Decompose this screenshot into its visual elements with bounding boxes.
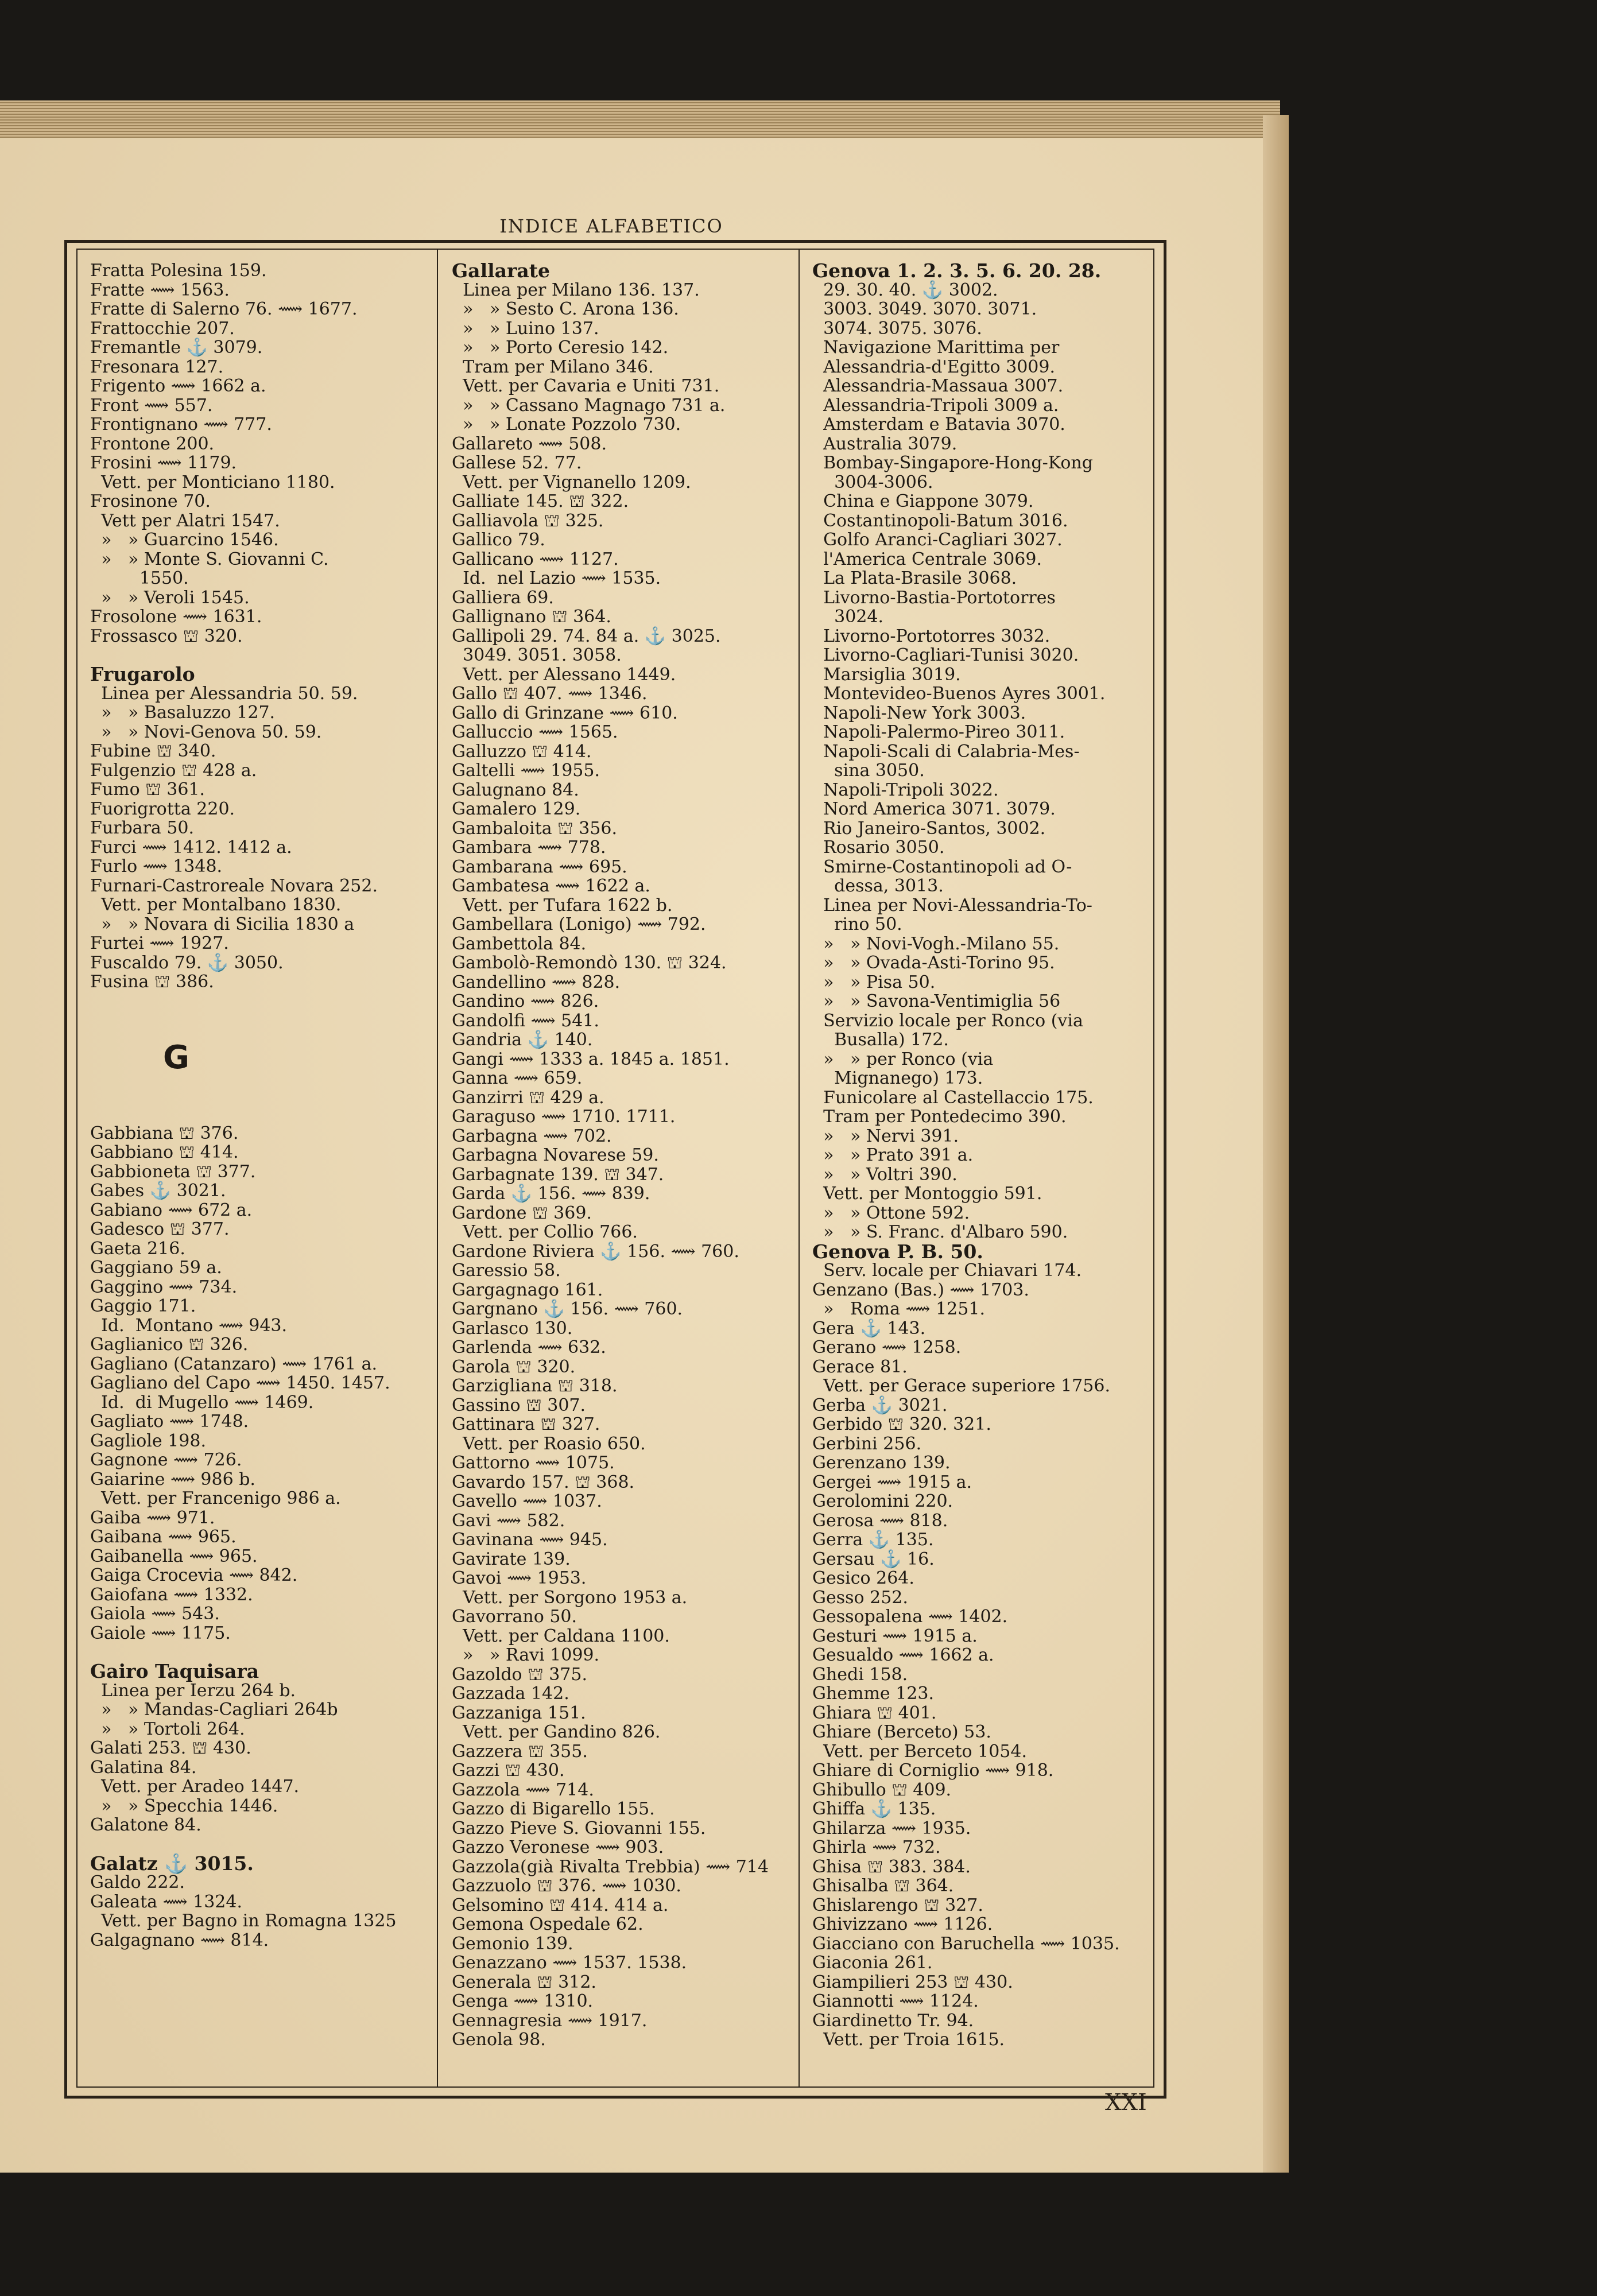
index-entry: 3003. 3049. 3070. 3071. xyxy=(812,299,1037,319)
index-entry: Vett. per Troia 1615. xyxy=(812,2030,1005,2050)
index-entry: Gaggino ⟿ 734. xyxy=(90,1277,238,1297)
index-entry: Gallo ⛫ 407. ⟿ 1346. xyxy=(452,684,648,704)
index-entry: Gattinara ⛫ 327. xyxy=(452,1414,600,1434)
index-entry: Ghemme 123. xyxy=(812,1684,935,1704)
index-entry: Gallo di Grinzane ⟿ 610. xyxy=(452,703,678,723)
index-entry: Gallipoli 29. 74. 84 a. ⚓ 3025. xyxy=(452,626,721,646)
index-entry: Gazzo Pieve S. Giovanni 155. xyxy=(452,1818,706,1839)
index-entry: Gersau ⚓ 16. xyxy=(812,1549,935,1569)
index-entry: Napoli-Scali di Calabria-Mes- xyxy=(812,741,1080,762)
index-entry: Garessio 58. xyxy=(452,1261,561,1281)
index-entry: Galugnano 84. xyxy=(452,779,579,800)
index-heading: Genova 1. 2. 3. 5. 6. 20. 28. xyxy=(812,259,1102,282)
index-entry: Gabbiana ⛫ 376. xyxy=(90,1123,239,1143)
index-entry: Gagliano (Catanzaro) ⟿ 1761 a. xyxy=(90,1353,378,1374)
index-frame xyxy=(64,240,1166,2099)
index-entry: Gaggiano 59 a. xyxy=(90,1258,222,1278)
index-heading: Genova P. B. 50. xyxy=(812,1240,983,1263)
index-entry: Linea per Alessandria 50. 59. xyxy=(90,683,358,704)
index-entry: Gemona Ospedale 62. xyxy=(452,1914,644,1934)
index-entry: Gemonio 139. xyxy=(452,1933,573,1954)
index-entry: dessa, 3013. xyxy=(812,876,944,896)
index-entry: Gazzola(già Rivalta Trebbia) ⟿ 714 xyxy=(452,1856,769,1877)
index-entry: Alessandria-Massaua 3007. xyxy=(812,376,1064,396)
index-entry: Galatina 84. xyxy=(90,1757,197,1778)
index-entry: Gavirate 139. xyxy=(452,1549,571,1569)
index-entry: Gaiba ⟿ 971. xyxy=(90,1507,215,1528)
index-entry: Gargnano ⚓ 156. ⟿ 760. xyxy=(452,1299,683,1319)
index-entry: Gerosa ⟿ 818. xyxy=(812,1510,948,1531)
index-entry: Vett. per Bagno in Romagna 1325 xyxy=(90,1911,397,1931)
index-entry: Frigento ⟿ 1662 a. xyxy=(90,376,266,396)
index-entry: » » Veroli 1545. xyxy=(90,587,250,608)
index-entry: Rio Janeiro-Santos, 3002. xyxy=(812,818,1046,839)
index-entry: Garda ⚓ 156. ⟿ 839. xyxy=(452,1184,650,1204)
index-entry: Serv. locale per Chiavari 174. xyxy=(812,1261,1082,1281)
index-entry: Ghiare di Corniglio ⟿ 918. xyxy=(812,1760,1054,1781)
index-entry: Gerra ⚓ 135. xyxy=(812,1530,934,1550)
index-entry: Gavorrano 50. xyxy=(452,1607,577,1627)
index-entry: Gandolfi ⟿ 541. xyxy=(452,1010,599,1031)
index-entry: Ghiffa ⚓ 135. xyxy=(812,1799,936,1819)
index-entry: Gagnone ⟿ 726. xyxy=(90,1450,242,1470)
index-entry: Frattocchie 207. xyxy=(90,318,235,339)
index-entry: Gaibanella ⟿ 965. xyxy=(90,1546,258,1566)
index-entry: Garlasco 130. xyxy=(452,1318,573,1339)
index-entry: » » Mandas-Cagliari 264b xyxy=(90,1700,338,1720)
index-entry: » » Novi-Vogh.-Milano 55. xyxy=(812,933,1060,954)
index-entry: Gesturi ⟿ 1915 a. xyxy=(812,1626,978,1646)
index-frame-inner xyxy=(76,249,1154,2088)
index-entry: » » Sesto C. Arona 136. xyxy=(452,299,679,319)
index-entry: » » Novi-Genova 50. 59. xyxy=(90,722,322,742)
index-entry: Gaiga Crocevia ⟿ 842. xyxy=(90,1565,298,1585)
index-entry: Vett. per Roasio 650. xyxy=(452,1433,646,1454)
index-entry: Galluccio ⟿ 1565. xyxy=(452,722,618,742)
index-entry: Ghilarza ⟿ 1935. xyxy=(812,1818,971,1839)
index-entry: Gambellara (Lonigo) ⟿ 792. xyxy=(452,914,706,934)
index-entry: Garbagna ⟿ 702. xyxy=(452,1126,612,1146)
index-entry: Frosini ⟿ 1179. xyxy=(90,453,237,473)
index-entry: Smirne-Costantinopoli ad O- xyxy=(812,856,1072,877)
index-entry: Vett. per Alessano 1449. xyxy=(452,664,676,685)
index-entry: Galeata ⟿ 1324. xyxy=(90,1891,242,1912)
index-entry: Gerolomini 220. xyxy=(812,1491,953,1511)
index-entry: Fratte ⟿ 1563. xyxy=(90,280,230,300)
index-entry: Gambara ⟿ 778. xyxy=(452,837,606,858)
index-entry: Galtelli ⟿ 1955. xyxy=(452,761,600,781)
index-entry: Gazzuolo ⛫ 376. ⟿ 1030. xyxy=(452,1876,681,1896)
index-entry: » » Novara di Sicilia 1830 a xyxy=(90,914,355,934)
index-entry: Galliavola ⛫ 325. xyxy=(452,510,604,531)
index-entry: » » Ovada-Asti-Torino 95. xyxy=(812,953,1055,973)
index-column-1 xyxy=(90,261,435,1950)
index-entry: Gaggio 171. xyxy=(90,1296,196,1316)
index-entry: Gamalero 129. xyxy=(452,799,581,819)
index-entry: Gaglianico ⛫ 326. xyxy=(90,1335,249,1355)
index-entry: Gagliato ⟿ 1748. xyxy=(90,1411,249,1432)
index-entry: Id. Montano ⟿ 943. xyxy=(90,1315,288,1336)
index-entry: Gerenzano 139. xyxy=(812,1453,951,1473)
index-entry: Gadesco ⛫ 377. xyxy=(90,1219,230,1239)
index-entry: Gandellino ⟿ 828. xyxy=(452,972,621,992)
index-entry: Fumo ⛫ 361. xyxy=(90,779,206,800)
index-entry: Australia 3079. xyxy=(812,433,958,454)
index-entry: Bombay-Singapore-Hong-Kong xyxy=(812,453,1093,473)
index-entry: Costantinopoli-Batum 3016. xyxy=(812,510,1068,531)
index-entry: sina 3050. xyxy=(812,761,925,781)
index-entry: Fulgenzio ⛫ 428 a. xyxy=(90,760,257,781)
index-column-3 xyxy=(812,261,1157,2050)
index-entry: Genga ⟿ 1310. xyxy=(452,1991,594,2011)
index-entry: Galdo 222. xyxy=(90,1872,185,1892)
index-entry: Furbara 50. xyxy=(90,818,195,838)
index-entry: China e Giappone 3079. xyxy=(812,491,1034,511)
index-entry: Nord America 3071. 3079. xyxy=(812,799,1056,819)
index-entry: Marsiglia 3019. xyxy=(812,664,961,685)
index-entry: Gaeta 216. xyxy=(90,1238,185,1259)
index-entry: Gambettola 84. xyxy=(452,933,587,954)
index-entry: Giacciano con Baruchella ⟿ 1035. xyxy=(812,1933,1120,1954)
index-entry: Gazoldo ⛫ 375. xyxy=(452,1664,588,1685)
index-entry: Mignanego) 173. xyxy=(812,1068,983,1088)
index-spacer xyxy=(90,646,435,665)
index-entry: Linea per Milano 136. 137. xyxy=(452,280,700,300)
index-entry: Gardone Riviera ⚓ 156. ⟿ 760. xyxy=(452,1241,739,1262)
index-entry: Gaiole ⟿ 1175. xyxy=(90,1623,231,1643)
index-entry: » » Pisa 50. xyxy=(812,972,936,992)
index-entry: 29. 30. 40. ⚓ 3002. xyxy=(812,280,998,300)
index-entry: Linea per Ierzu 264 b. xyxy=(90,1680,296,1701)
index-entry: Genzano (Bas.) ⟿ 1703. xyxy=(812,1279,1029,1300)
index-entry: Furtei ⟿ 1927. xyxy=(90,933,229,953)
index-entry: Vett. per Monticiano 1180. xyxy=(90,472,335,492)
index-entry: Gallignano ⛫ 364. xyxy=(452,607,611,627)
index-entry: Vett. per Aradeo 1447. xyxy=(90,1777,300,1797)
index-entry: Fuorigrotta 220. xyxy=(90,798,235,819)
index-entry: 3049. 3051. 3058. xyxy=(452,645,622,665)
index-entry: Ganzirri ⛫ 429 a. xyxy=(452,1087,604,1108)
index-entry: Fuscaldo 79. ⚓ 3050. xyxy=(90,952,284,973)
index-entry: » » Porto Ceresio 142. xyxy=(452,338,669,358)
index-entry: Vett. per Tufara 1622 b. xyxy=(452,895,673,916)
index-entry: Galati 253. ⛫ 430. xyxy=(90,1738,251,1758)
index-entry: Gavinana ⟿ 945. xyxy=(452,1530,608,1550)
index-entry: Navigazione Marittima per xyxy=(812,338,1060,358)
index-entry: Ghiare (Berceto) 53. xyxy=(812,1722,991,1742)
index-entry: » » Ravi 1099. xyxy=(452,1645,600,1665)
index-entry: Gera ⚓ 143. xyxy=(812,1318,926,1339)
page-number: XXI xyxy=(1105,2089,1147,2116)
index-entry: Gagliano del Capo ⟿ 1450. 1457. xyxy=(90,1373,390,1393)
index-entry: » » S. Franc. d'Albaro 590. xyxy=(812,1222,1068,1242)
index-entry: Furci ⟿ 1412. 1412 a. xyxy=(90,837,292,858)
index-entry: 3004-3006. xyxy=(812,472,933,492)
index-entry: Galliera 69. xyxy=(452,587,554,608)
index-entry: Gaibana ⟿ 965. xyxy=(90,1527,237,1547)
index-entry: Gesico 264. xyxy=(812,1568,914,1588)
index-entry: Giardinetto Tr. 94. xyxy=(812,2010,974,2031)
index-entry: » » per Ronco (via xyxy=(812,1049,994,1069)
index-entry: Gaiarine ⟿ 986 b. xyxy=(90,1469,255,1490)
index-heading: Gallarate xyxy=(452,259,551,282)
index-entry: Vett. per Caldana 1100. xyxy=(452,1626,670,1646)
index-entry: Gavardo 157. ⛫ 368. xyxy=(452,1472,635,1492)
index-entry: Montevideo-Buenos Ayres 3001. xyxy=(812,684,1106,704)
index-entry: Vett. per Sorgono 1953 a. xyxy=(452,1587,688,1608)
index-entry: Funicolare al Castellaccio 175. xyxy=(812,1087,1094,1108)
index-entry: Ghisalba ⛫ 364. xyxy=(812,1876,954,1896)
index-entry: » » Monte S. Giovanni C. xyxy=(90,549,329,569)
index-entry: » » Lonate Pozzolo 730. xyxy=(452,414,681,435)
index-entry: Vett. per Berceto 1054. xyxy=(812,1741,1027,1762)
index-entry: Busalla) 172. xyxy=(812,1030,949,1050)
index-entry: Galgagnano ⟿ 814. xyxy=(90,1930,269,1950)
index-entry: Golfo Aranci-Cagliari 3027. xyxy=(812,530,1063,550)
column-divider-1 xyxy=(437,250,438,2086)
index-entry: Vett. per Gerace superiore 1756. xyxy=(812,1376,1110,1396)
index-entry: Vett. per Montoggio 591. xyxy=(812,1184,1042,1204)
index-entry: Garbagnate 139. ⛫ 347. xyxy=(452,1164,664,1185)
index-entry: Giaconia 261. xyxy=(812,1953,933,1973)
index-entry: Fratte di Salerno 76. ⟿ 1677. xyxy=(90,299,358,319)
index-entry: Napoli-Palermo-Pireo 3011. xyxy=(812,722,1065,742)
index-entry: La Plata-Brasile 3068. xyxy=(812,568,1017,588)
index-entry: Genazzano ⟿ 1537. 1538. xyxy=(452,1953,687,1973)
index-entry: Tram per Pontedecimo 390. xyxy=(812,1107,1067,1127)
index-entry: Fratta Polesina 159. xyxy=(90,261,267,281)
index-entry: Frontignano ⟿ 777. xyxy=(90,414,272,435)
index-entry: Gennagresia ⟿ 1917. xyxy=(452,2010,648,2031)
index-heading: Gairo Taquisara xyxy=(90,1660,259,1682)
index-entry: » » Tortoli 264. xyxy=(90,1719,245,1739)
index-entry: Gavello ⟿ 1037. xyxy=(452,1491,602,1511)
index-entry: Gerbido ⛫ 320. 321. xyxy=(812,1414,991,1434)
column-divider-2 xyxy=(798,250,800,2086)
index-entry: Id. nel Lazio ⟿ 1535. xyxy=(452,568,661,588)
index-entry: Gandria ⚓ 140. xyxy=(452,1030,593,1050)
index-spacer xyxy=(90,1643,435,1662)
index-entry: Garbagna Novarese 59. xyxy=(452,1145,659,1165)
index-entry: 3024. xyxy=(812,607,884,627)
index-entry: Napoli-New York 3003. xyxy=(812,703,1026,723)
index-entry: Vett per Alatri 1547. xyxy=(90,510,280,531)
page-edge-shadow xyxy=(1263,115,1289,2173)
index-entry: Gagliole 198. xyxy=(90,1430,206,1451)
index-entry: Frontone 200. xyxy=(90,433,215,454)
index-entry: Ghisa ⛫ 383. 384. xyxy=(812,1856,971,1877)
index-entry: Gazzi ⛫ 430. xyxy=(452,1760,565,1781)
index-spacer xyxy=(90,1835,435,1854)
index-heading: Galatz ⚓ 3015. xyxy=(90,1852,254,1875)
index-entry: Gambatesa ⟿ 1622 a. xyxy=(452,876,650,896)
index-entry: l'America Centrale 3069. xyxy=(812,549,1042,569)
index-entry: Ghirla ⟿ 732. xyxy=(812,1837,941,1857)
index-entry: Alessandria-d'Egitto 3009. xyxy=(812,356,1055,377)
index-entry: Galatone 84. xyxy=(90,1815,201,1835)
index-entry: Gabiano ⟿ 672 a. xyxy=(90,1200,253,1220)
index-entry: Galluzzo ⛫ 414. xyxy=(452,741,592,762)
index-entry: Gazzada 142. xyxy=(452,1684,569,1704)
index-entry: Galliate 145. ⛫ 322. xyxy=(452,491,629,511)
index-entry: Vett. per Collio 766. xyxy=(452,1222,638,1242)
index-entry: Gabbiano ⛫ 414. xyxy=(90,1142,239,1162)
index-entry: Garzigliana ⛫ 318. xyxy=(452,1376,618,1396)
index-entry: Ghibullo ⛫ 409. xyxy=(812,1779,952,1800)
index-entry: » » Nervi 391. xyxy=(812,1126,959,1146)
index-entry: Garola ⛫ 320. xyxy=(452,1356,576,1377)
index-entry: Gabbioneta ⛫ 377. xyxy=(90,1161,256,1182)
index-entry: Gavi ⟿ 582. xyxy=(452,1510,565,1531)
index-entry: Garlenda ⟿ 632. xyxy=(452,1337,606,1358)
index-entry: Frosinone 70. xyxy=(90,491,211,511)
index-entry: Livorno-Portotorres 3032. xyxy=(812,626,1051,646)
index-entry: Vett. per Vignanello 1209. xyxy=(452,472,691,492)
index-entry: Ghivizzano ⟿ 1126. xyxy=(812,1914,993,1934)
index-entry: » » Specchia 1446. xyxy=(90,1795,278,1816)
index-entry: Gazzaniga 151. xyxy=(452,1702,586,1723)
index-entry: Furnari-Castroreale Novara 252. xyxy=(90,875,378,896)
index-entry: Gelsomino ⛫ 414. 414 a. xyxy=(452,1895,669,1915)
index-entry: » » Luino 137. xyxy=(452,318,599,339)
index-entry: » » Cassano Magnago 731 a. xyxy=(452,395,726,416)
index-entry: Gallareto ⟿ 508. xyxy=(452,433,607,454)
index-entry: Gesso 252. xyxy=(812,1587,908,1608)
index-entry: Gallico 79. xyxy=(452,530,545,550)
index-entry: Gargagnago 161. xyxy=(452,1279,603,1300)
index-entry: Gambolò-Remondò 130. ⛫ 324. xyxy=(452,953,727,973)
index-entry: Garaguso ⟿ 1710. 1711. xyxy=(452,1107,676,1127)
index-entry: Ganna ⟿ 659. xyxy=(452,1068,583,1088)
index-entry: Gambaloita ⛫ 356. xyxy=(452,818,618,839)
index-entry: Gerba ⚓ 3021. xyxy=(812,1395,948,1415)
index-entry: Ghiara ⛫ 401. xyxy=(812,1702,937,1723)
index-entry: Gergei ⟿ 1915 a. xyxy=(812,1472,972,1492)
index-entry: Rosario 3050. xyxy=(812,837,945,858)
index-entry: Fremantle ⚓ 3079. xyxy=(90,338,263,358)
index-entry: Alessandria-Tripoli 3009 a. xyxy=(812,395,1059,416)
index-entry: » Roma ⟿ 1251. xyxy=(812,1299,985,1319)
index-entry: Giampilieri 253 ⛫ 430. xyxy=(812,1972,1013,1992)
index-entry: Gerbini 256. xyxy=(812,1433,922,1454)
index-entry: rino 50. xyxy=(812,914,902,934)
index-entry: Fusina ⛫ 386. xyxy=(90,972,214,992)
index-entry: Vett. per Montalbano 1830. xyxy=(90,895,342,915)
section-letter: G xyxy=(163,1038,189,1076)
index-entry: Gerace 81. xyxy=(812,1356,908,1377)
index-entry: » » Prato 391 a. xyxy=(812,1145,974,1165)
index-entry: Gazzo di Bigarello 155. xyxy=(452,1799,655,1819)
index-entry: Vett. per Cavaria e Uniti 731. xyxy=(452,376,720,396)
index-entry: Gerano ⟿ 1258. xyxy=(812,1337,962,1358)
index-entry: Gardone ⛫ 369. xyxy=(452,1203,592,1223)
index-entry: Ghedi 158. xyxy=(812,1664,908,1685)
index-entry: Gavoi ⟿ 1953. xyxy=(452,1568,587,1588)
index-entry: » » Voltri 390. xyxy=(812,1164,958,1185)
index-entry: Front ⟿ 557. xyxy=(90,395,213,416)
index-entry: Gaiola ⟿ 543. xyxy=(90,1604,220,1624)
index-entry: » » Guarcino 1546. xyxy=(90,530,279,550)
index-entry: Genola 98. xyxy=(452,2030,546,2050)
index-entry: Gassino ⛫ 307. xyxy=(452,1395,586,1415)
index-entry: Furlo ⟿ 1348. xyxy=(90,856,223,876)
index-entry: Vett. per Francenigo 986 a. xyxy=(90,1488,341,1508)
index-entry: Frosolone ⟿ 1631. xyxy=(90,607,262,627)
index-entry: Gallese 52. 77. xyxy=(452,453,582,473)
index-entry: Livorno-Cagliari-Tunisi 3020. xyxy=(812,645,1079,665)
index-entry: Generala ⛫ 312. xyxy=(452,1972,596,1992)
index-entry: Gazzo Veronese ⟿ 903. xyxy=(452,1837,664,1857)
index-entry: Gazzera ⛫ 355. xyxy=(452,1741,588,1762)
index-entry: Tram per Milano 346. xyxy=(452,356,654,377)
index-entry: Gambarana ⟿ 695. xyxy=(452,856,627,877)
index-entry: Napoli-Tripoli 3022. xyxy=(812,779,999,800)
index-entry: Fresonara 127. xyxy=(90,356,224,377)
index-entry: Vett. per Gandino 826. xyxy=(452,1722,661,1742)
index-entry: Gabes ⚓ 3021. xyxy=(90,1181,226,1201)
index-entry: Gazzola ⟿ 714. xyxy=(452,1779,594,1800)
index-entry: » » Savona-Ventimiglia 56 xyxy=(812,991,1061,1011)
index-heading: Frugarolo xyxy=(90,663,195,685)
index-entry: 1550. xyxy=(90,568,189,588)
index-entry: Gattorno ⟿ 1075. xyxy=(452,1453,615,1473)
index-entry: Gangi ⟿ 1333 a. 1845 a. 1851. xyxy=(452,1049,730,1069)
index-entry: Frossasco ⛫ 320. xyxy=(90,626,243,646)
page-header-title: INDICE ALFABETICO xyxy=(499,215,723,237)
index-entry: 3074. 3075. 3076. xyxy=(812,318,982,339)
index-entry: Gessopalena ⟿ 1402. xyxy=(812,1607,1008,1627)
index-entry: Livorno-Bastia-Portotorres xyxy=(812,587,1056,608)
index-entry: Gandino ⟿ 826. xyxy=(452,991,599,1011)
index-entry: Servizio locale per Ronco (via xyxy=(812,1010,1083,1031)
index-entry: Fubine ⛫ 340. xyxy=(90,741,216,761)
index-entry: Gaiofana ⟿ 1332. xyxy=(90,1584,253,1605)
index-column-2 xyxy=(452,261,796,2050)
index-entry: Id. di Mugello ⟿ 1469. xyxy=(90,1392,314,1413)
index-entry: Giannotti ⟿ 1124. xyxy=(812,1991,979,2011)
index-entry: » » Basaluzzo 127. xyxy=(90,703,276,723)
index-entry: Gallicano ⟿ 1127. xyxy=(452,549,619,569)
index-entry: Ghislarengo ⛫ 327. xyxy=(812,1895,983,1915)
index-entry: Amsterdam e Batavia 3070. xyxy=(812,414,1065,435)
index-entry: Gesualdo ⟿ 1662 a. xyxy=(812,1645,994,1665)
index-entry: Linea per Novi-Alessandria-To- xyxy=(812,895,1092,916)
index-entry: » » Ottone 592. xyxy=(812,1203,970,1223)
